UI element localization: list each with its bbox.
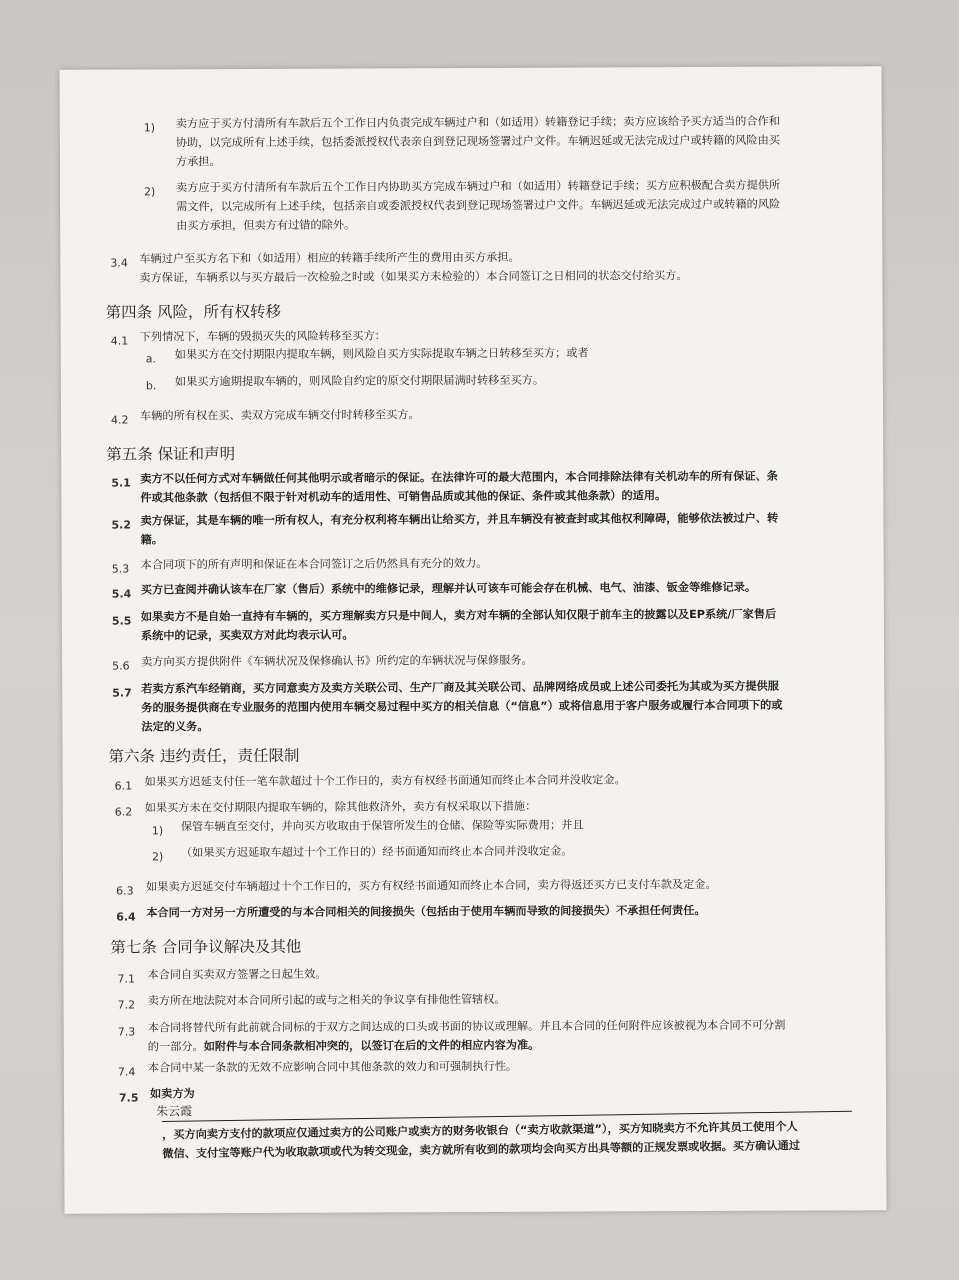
item-number: 2)	[144, 185, 156, 199]
clause-7-2-text: 卖方所在地法院对本合同所引起的或与之相关的争议享有排他性管辖权。	[147, 992, 506, 1008]
clause-6-2-1-text: 保管车辆直至交付，并向买方收取由于保管所发生的仓储、保险等实际费用；并且	[180, 818, 584, 834]
clause-6-2-2-text: （如果买方迟延取车超过十个工作日的）经书面通知而终止本合同并没收定金。	[180, 844, 573, 860]
clause-number: 5.1	[111, 476, 131, 490]
clause-3-4-text: 车辆过户至买方名下和（如适用）相应的转籍手续所产生的费用由买方承担。 卖方保证，车辆系以与买方最后一次检验之时或（如果买方未检验的）本合同签订之日相同的状态交付给买方。	[139, 250, 688, 285]
clause-number: 6.2	[114, 805, 133, 819]
clause-number: 5.6	[112, 659, 130, 673]
clause-4-1-a-text: 如果买方在交付期限内提取车辆，则风险自买方实际提取车辆之日转移至买方；或者	[174, 346, 589, 362]
clause-number: 7.3	[117, 1025, 136, 1039]
handwritten-name: 朱云霞	[156, 1104, 193, 1119]
clause-4-1-text: 下列情况下，车辆的毁损灭失的风险转移至买方：	[139, 329, 386, 344]
sub-item-number: 1)	[151, 824, 164, 838]
clause-4-2-text: 车辆的所有权在买、卖双方完成车辆交付时转移至买方。	[139, 408, 420, 423]
clause-5-1-text: 卖方不以任何方式对车辆做任何其他明示或者暗示的保证。在法律许可的最大范围内，本合同排除法律有关机动车的所有保证、条 件或其他条款（包括但不限于针对机动车的适用性、可销售品质或其他的保证、条件或其他条款）的适用。	[140, 469, 779, 505]
clause-number: 5.3	[111, 562, 130, 576]
clause-5-5-text: 如果卖方不是自始一直持有车辆的，买方理解卖方只是中间人，卖方对车辆的全部认知仅限于前车主的披露以及EP系统/厂家售后 系统中的记录，买卖双方对此均表示认可。	[140, 607, 777, 643]
contract-page	[60, 66, 887, 1214]
clause-6-4-text: 本合同一方对另一方所遭受的与本合同相关的间接损失（包括由于使用车辆而导致的间接损失）不承担任何责任。	[146, 903, 706, 920]
clause-7-4-text: 本合同中某一条款的无效不应影响合同中其他条款的效力和可强制执行性。	[147, 1059, 518, 1075]
clause-number: 4.2	[111, 413, 129, 427]
item-2-text: 卖方应于买方付清所有车款后五个工作日内协助买方完成车辆过户和（如适用）转籍登记手续；买方应积极配合卖方提供所 需文件，以完成所有上述手续，包括亲自或委派授权代表到登记现场签署过户文件。车辆迟延或无法完成过户或转籍的风险 由买方承担，但卖方有过错的除外。	[175, 178, 781, 233]
clause-4-1-b-text: 如果买方逾期提取车辆的，则风险自约定的原交付期限届满时转移至买方。	[174, 373, 545, 389]
clause-5-7-text: 若卖方系汽车经销商，买方同意卖方及卖方关联公司、生产厂商及其关联公司、品牌网络成员或上述公司委托为其或为买方提供服 务的服务提供商在专业服务的范围内使用车辆交易过程中买方的相关信息（“信息”）或将信息用于客户服务或履行本合同项下的或 法定的义务。	[141, 679, 783, 734]
clause-number: 7.2	[117, 998, 136, 1012]
clause-number: 6.4	[116, 910, 136, 924]
clause-5-6-text: 卖方向买方提供附件《车辆状况及保修确认书》所约定的车辆状况与保修服务。	[141, 653, 533, 669]
clause-number: 5.7	[112, 686, 132, 700]
article-4-heading: 第四条 风险，所有权转移	[105, 302, 282, 322]
article-6-heading: 第六条 违约责任，责任限制	[108, 746, 300, 766]
clause-number: 6.1	[114, 779, 133, 793]
sub-item-number: a.	[145, 352, 157, 366]
article-7-heading: 第七条 合同争议解决及其他	[110, 937, 302, 957]
clause-number: 7.1	[117, 972, 136, 986]
clause-number: 5.2	[111, 518, 132, 532]
item-1-text: 卖方应于买方付清所有车款后五个工作日内负责完成车辆过户和（如适用）转籍登记手续；卖方应该给予买方适当的合作和 协助，以完成所有上述手续，包括委派授权代表亲自到登记现场签署过户文件。车辆迟延或无法完成过户或转籍的风险由买 方承担。	[175, 114, 780, 169]
clause-6-3-text: 如果卖方迟延交付车辆超过十个工作日的，买方有权经书面通知而终止本合同，卖方得返还买方已支付车款及定金。	[146, 877, 717, 894]
clause-number: 7.5	[118, 1091, 139, 1105]
clause-number: 3.4	[110, 256, 128, 270]
article-5-heading: 第五条 保证和声明	[106, 445, 236, 464]
clause-number: 5.4	[111, 587, 132, 601]
clause-number: 6.3	[116, 884, 134, 898]
clause-7-1-text: 本合同自买卖双方签署之日起生效。	[147, 967, 327, 982]
clause-5-2-text: 卖方保证，其是车辆的唯一所有权人，有充分权利将车辆出让给买方，并且车辆没有被查封或其他权利障碍，能够依法被过户、转 籍。	[140, 511, 779, 547]
clause-6-1-text: 如果买方迟延支付任一笔车款超过十个工作日的，卖方有权经书面通知而终止本合同并没收定金。	[144, 773, 626, 789]
clause-5-4-text: 买方已查阅并确认该车在厂家（售后）系统中的维修记录，理解并认可该车可能会存在机械、电气、油漆、钣金等维修记录。	[140, 580, 757, 597]
clause-number: 4.1	[110, 334, 129, 348]
clause-number: 7.4	[117, 1065, 136, 1079]
sub-item-number: b.	[145, 379, 157, 393]
clause-7-3-text: 本合同将替代所有此前就合同标的于双方之间达成的口头或书面的协议或理解。并且本合同的任何附件应该被视为本合同不可分割 的一部分。如附件与本合同条款相冲突的，以签订在后的文件的相应内容为准。	[147, 1018, 786, 1054]
payment-notice: ，买方向卖方支付的款项应仅通过卖方的公司账户或卖方的财务收银台（“卖方收款渠道”），买方知晓卖方不允许其员工使用个人 微信、支付宝等账户代为收取款项或代为转交现金，卖方就所有收到的款项均会向买方出具等额的正规发票或收据。买方确认通过	[162, 1120, 801, 1161]
item-number: 1)	[143, 121, 156, 135]
clause-6-2-text: 如果买方未在交付期限内提取车辆的，除其他救济外，卖方有权采取以下措施：	[144, 799, 537, 815]
clause-5-3-text: 本合同项下的所有声明和保证在本合同签订之后仍然具有充分的效力。	[140, 556, 488, 572]
sub-item-number: 2)	[151, 850, 164, 864]
clause-number: 5.5	[111, 614, 132, 628]
clause-7-5-text: 如卖方为	[149, 1087, 195, 1101]
